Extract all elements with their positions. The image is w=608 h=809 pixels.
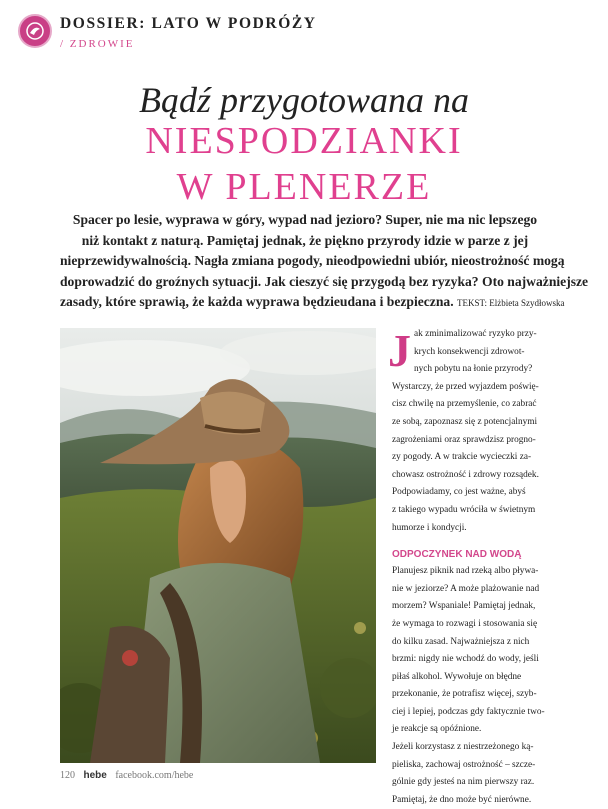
article-line: że wymaga to rozwagi i stosowania się [392,618,538,629]
article-line: chowasz ostrożność i zdrowy rozsądek. [392,469,539,480]
footer-brand: hebe [83,770,107,781]
lead-line: Spacer po lesie, wyprawa w góry, wypad nad jezioro? Super, nie ma nic lepszego [72,212,538,227]
title-line-3: W PLENERZE [176,166,432,208]
article-line: brzmi: nigdy nie wchodź do wody, jeśli [392,654,539,665]
lead-line: doprowadzić do groźnych sytuacji. Jak cieszyć się przygodą bez ryzyka? Oto najważniejsze [60,273,589,289]
article-line: krych konsekwencji zdrowot- [414,346,525,357]
lead-line [60,292,565,314]
article-line: z takiego wypadu wróciła w świetnym [392,504,536,515]
article-line: do kilku zasad. Najważniejsza z nich [392,636,530,647]
footer-link[interactable]: facebook.com/hebe [115,770,194,781]
drop-cap: J [388,325,411,376]
article-line: zy pogody. A w trakcie wycieczki za- [392,452,532,463]
article-line: Planujesz piknik nad rzeką albo pływa- [392,566,539,577]
article-body [388,325,545,809]
lead-paragraph [60,210,589,314]
article-line: nych pobytu na łonie przyrody? [414,364,533,375]
subheading: ODPOCZYNEK NAD WODĄ [392,549,522,561]
article-line: Podpowiadamy, co jest ważne, abyś [392,487,526,498]
author-credit: TEKST: Elżbieta Szydłowska [457,298,565,309]
article-line: cisz chwilę na przemyślenie, co zabrać [392,399,537,410]
section-label: / ZDROWIE [60,38,135,50]
hiker-woman-photo [60,328,376,763]
article-line: gólnie gdy jesteś na nim pierwszy raz. [392,777,535,788]
article-line: humorze i kondycji. [392,522,467,533]
title-line-2: NIESPODZIANKI [145,120,463,162]
article-line: nie w jeziorze? A może plażowanie nad [392,583,540,594]
hebe-logo-icon [18,14,52,48]
lead-line-text: zasady, które sprawią, że każda wyprawa będzieudana i bezpieczna. [60,294,454,310]
article-line: ciej i lepiej, podczas gdy faktycznie two- [392,706,545,717]
article-line: piłaś alkohol. Wywołuje on błędne [392,671,522,682]
page-number: 120 [60,770,75,781]
article-line: ze sobą, zapoznasz się z potencjalnymi [392,416,538,427]
lead-line: niż kontakt z naturą. Pamiętaj jednak, że piękno przyrody idzie w parze z jej [81,232,529,248]
article-line: ak zminimalizować ryzyko przy- [414,329,537,339]
article-line: morzem? Wspaniale! Pamiętaj jednak, [392,601,536,612]
article-line: pieliska, zachowaj ostrożność – szcze- [392,759,536,770]
title-line-1: Bądź przygotowana na [138,80,469,120]
dossier-heading: DOSSIER: LATO W PODRÓŻY [60,15,317,32]
article-line: Wystarczy, że przed wyjazdem poświę- [392,381,539,392]
article-line: Jeżeli korzystasz z niestrzeżonego ką- [392,742,534,753]
article-line: Pamiętaj, że dno może być nierówne. [392,794,532,805]
article-line: przekonanie, że potrafisz więcej, szyb- [392,689,537,700]
lead-line: nieprzewidywalnością. Nagła zmiana pogody, nieodpowiedni ubiór, nieostrożność mogą [60,253,565,269]
article-line: zagrożeniami oraz sprawdzisz progno- [392,434,536,445]
page-footer [60,770,193,781]
article-line: je reakcje są opóźnione. [392,724,482,735]
